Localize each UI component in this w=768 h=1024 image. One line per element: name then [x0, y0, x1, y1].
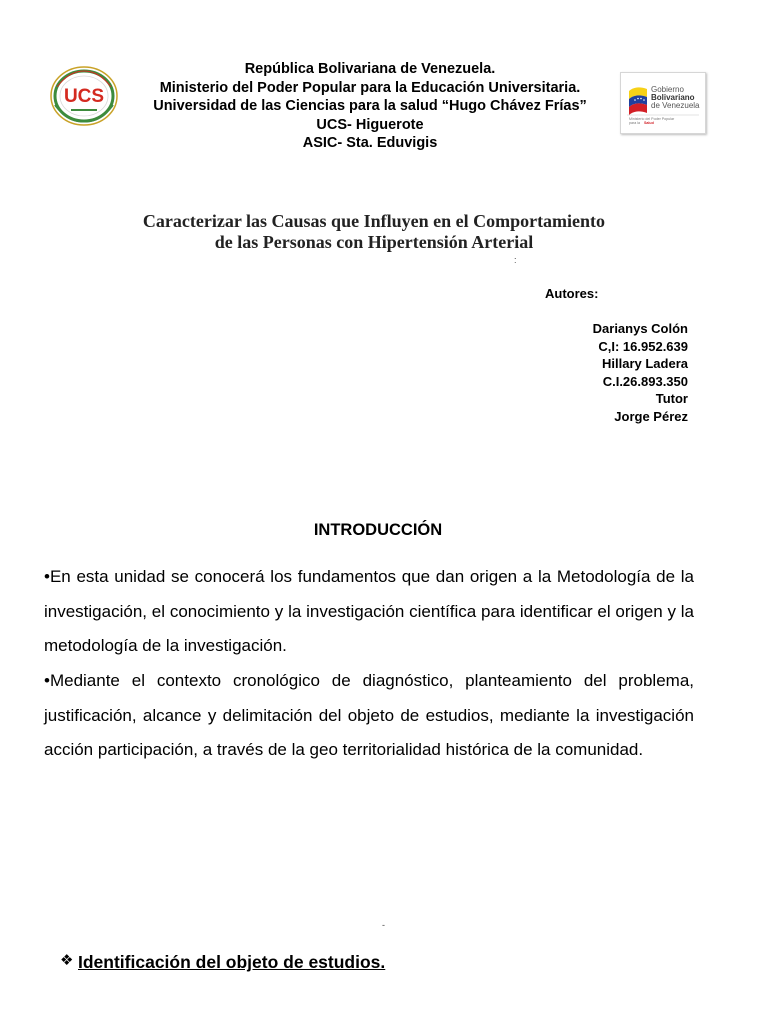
title-stray-mark: : [514, 255, 517, 265]
section-heading-label: Identificación del objeto de estudios. [78, 952, 386, 972]
document-title-line-1: Caracterizar las Causas que Influyen en el Comportamiento [142, 211, 606, 231]
introduction-heading: INTRODUCCIÓN [313, 521, 443, 539]
header-line-university: Universidad de las Ciencias para la salud “Hugo Chávez Frías” [153, 98, 587, 115]
institution-header [0, 60, 740, 153]
separator-mark: - [382, 920, 385, 930]
svg-text:Bolivariano: Bolivariano [651, 93, 695, 102]
document-title [0, 211, 748, 253]
tutor-name: Jorge Pérez [614, 408, 688, 424]
svg-text:Gobierno: Gobierno [651, 85, 684, 94]
diamond-bullet-icon: ❖ [60, 952, 74, 969]
authors-list [388, 320, 688, 425]
header-line-ministry: Ministerio del Poder Popular para la Educación Universitaria. [159, 79, 581, 96]
svg-text:de Venezuela: de Venezuela [651, 101, 700, 110]
svg-text:para la: para la [629, 121, 640, 125]
svg-text:Salud: Salud [644, 121, 654, 125]
document-title-line-2: de las Personas con Hipertensión Arterial [214, 232, 534, 252]
author-id-2: C.I.26.893.350 [602, 373, 688, 389]
ucs-logo-text: UCS [63, 86, 105, 107]
header-line-asic: ASIC- Sta. Eduvigis [302, 135, 438, 152]
tutor-label: Tutor [655, 391, 688, 406]
introduction-paragraph-1: •En esta unidad se conocerá los fundamentos que dan origen a la Metodología de la investigación, el conocimiento y la investigación científica para identificar el origen y la metodología de la investigación. [44, 567, 694, 655]
author-name-2: Hillary Ladera [602, 356, 688, 371]
author-name-1: Darianys Colón [592, 321, 688, 336]
header-line-republic: República Bolivariana de Venezuela. [244, 61, 496, 77]
section-heading [60, 952, 385, 973]
author-id-1: C,I: 16.952.639 [598, 338, 688, 354]
header-line-campus: UCS- Higuerote [316, 116, 424, 133]
authors-heading: Autores: [545, 286, 599, 301]
svg-text:Ministerio del Poder Popular: Ministerio del Poder Popular [629, 117, 675, 121]
introduction-paragraph-2: •Mediante el contexto cronológico de diagnóstico, planteamiento del problema, justificación, alcance y delimitación del objeto de estudios, mediante la investigación acción participación, a través de la geo territorialidad histórica de la comunidad. [44, 671, 694, 759]
